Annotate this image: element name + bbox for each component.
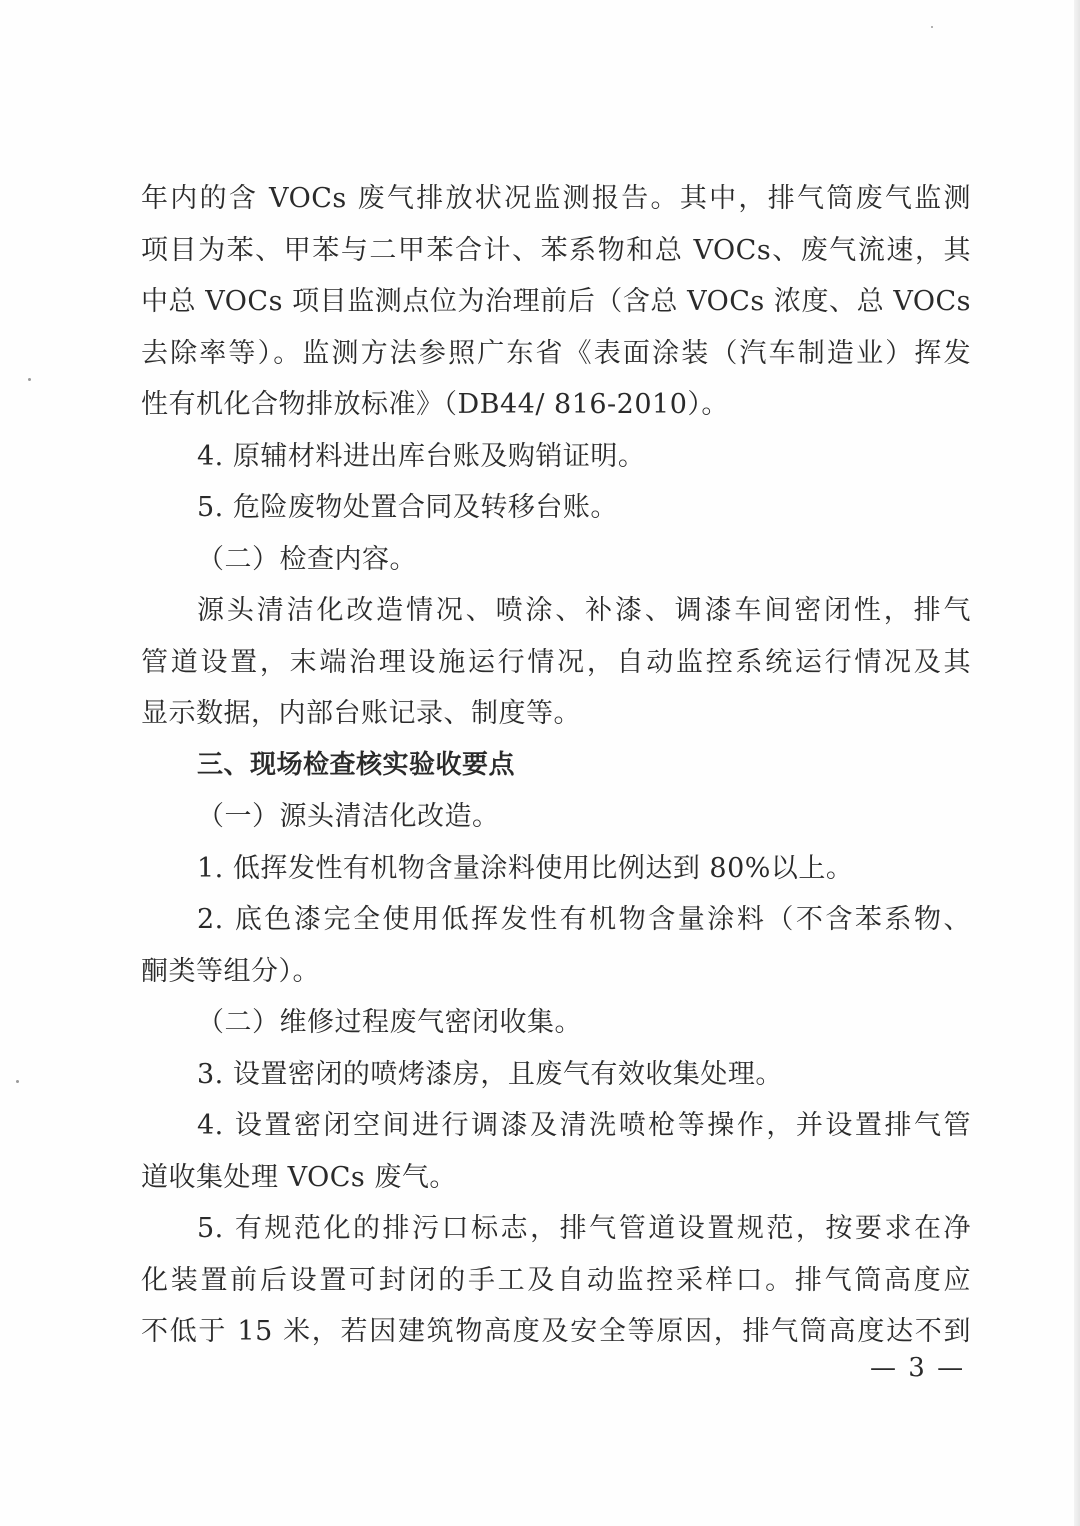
- scan-speck: [28, 378, 31, 381]
- body-line: 化装置前后设置可封闭的手工及自动监控采样口。排气筒高度应: [141, 1264, 971, 1296]
- body-line: 性有机化合物排放标准》（DB44/ 816-2010）。: [141, 389, 729, 420]
- body-line: 酮类等组分）。: [141, 955, 320, 987]
- list-item: 2. 底色漆完全使用低挥发性有机物含量涂料（不含苯系物、: [197, 904, 971, 935]
- scan-speck: [931, 26, 933, 28]
- body-line: 中总 VOCs 项目监测点位为治理前后（含总 VOCs 浓度、总 VOCs: [141, 286, 971, 317]
- subsection-heading: （二）维修过程废气密闭收集。: [197, 1007, 582, 1038]
- body-line: 管道设置，末端治理设施运行情况，自动监控系统运行情况及其: [141, 646, 971, 678]
- body-line: 年内的含 VOCs 废气排放状况监测报告。其中，排气筒废气监测: [141, 183, 971, 214]
- body-line: 显示数据，内部台账记录、制度等。: [141, 698, 581, 729]
- body-line: 道收集处理 VOCs 废气。: [141, 1161, 457, 1193]
- body-line: 源头清洁化改造情况、喷涂、补漆、调漆车间密闭性，排气: [197, 595, 971, 626]
- document-body: [141, 173, 971, 1358]
- section-heading: 三、现场检查核实验收要点: [197, 749, 516, 780]
- list-item: 5. 危险废物处置合同及转移台账。: [197, 492, 618, 523]
- list-item: 5. 有规范化的排污口标志，排气管道设置规范，按要求在净: [197, 1213, 971, 1244]
- page-number: — 3 —: [870, 1353, 966, 1383]
- subsection-heading: （一）源头清洁化改造。: [197, 801, 500, 832]
- list-item: 4. 原辅材料进出库台账及购销证明。: [197, 440, 646, 472]
- body-line: 项目为苯、甲苯与二甲苯合计、苯系物和总 VOCs、废气流速，其: [141, 234, 971, 266]
- scan-speck: [16, 1080, 19, 1083]
- page-edge-shadow: [1074, 0, 1080, 1526]
- subsection-heading: （二）检查内容。: [197, 543, 417, 575]
- list-item: 3. 设置密闭的喷烤漆房，且废气有效收集处理。: [197, 1058, 783, 1090]
- body-line: 不低于 15 米，若因建筑物高度及安全等原因，排气筒高度达不到: [141, 1316, 971, 1347]
- body-line: 去除率等）。监测方法参照广东省《表面涂装（汽车制造业）挥发: [141, 337, 971, 369]
- list-item: 4. 设置密闭空间进行调漆及清洗喷枪等操作，并设置排气管: [197, 1110, 971, 1141]
- list-item: 1. 低挥发性有机物含量涂料使用比例达到 80%以上。: [197, 852, 854, 884]
